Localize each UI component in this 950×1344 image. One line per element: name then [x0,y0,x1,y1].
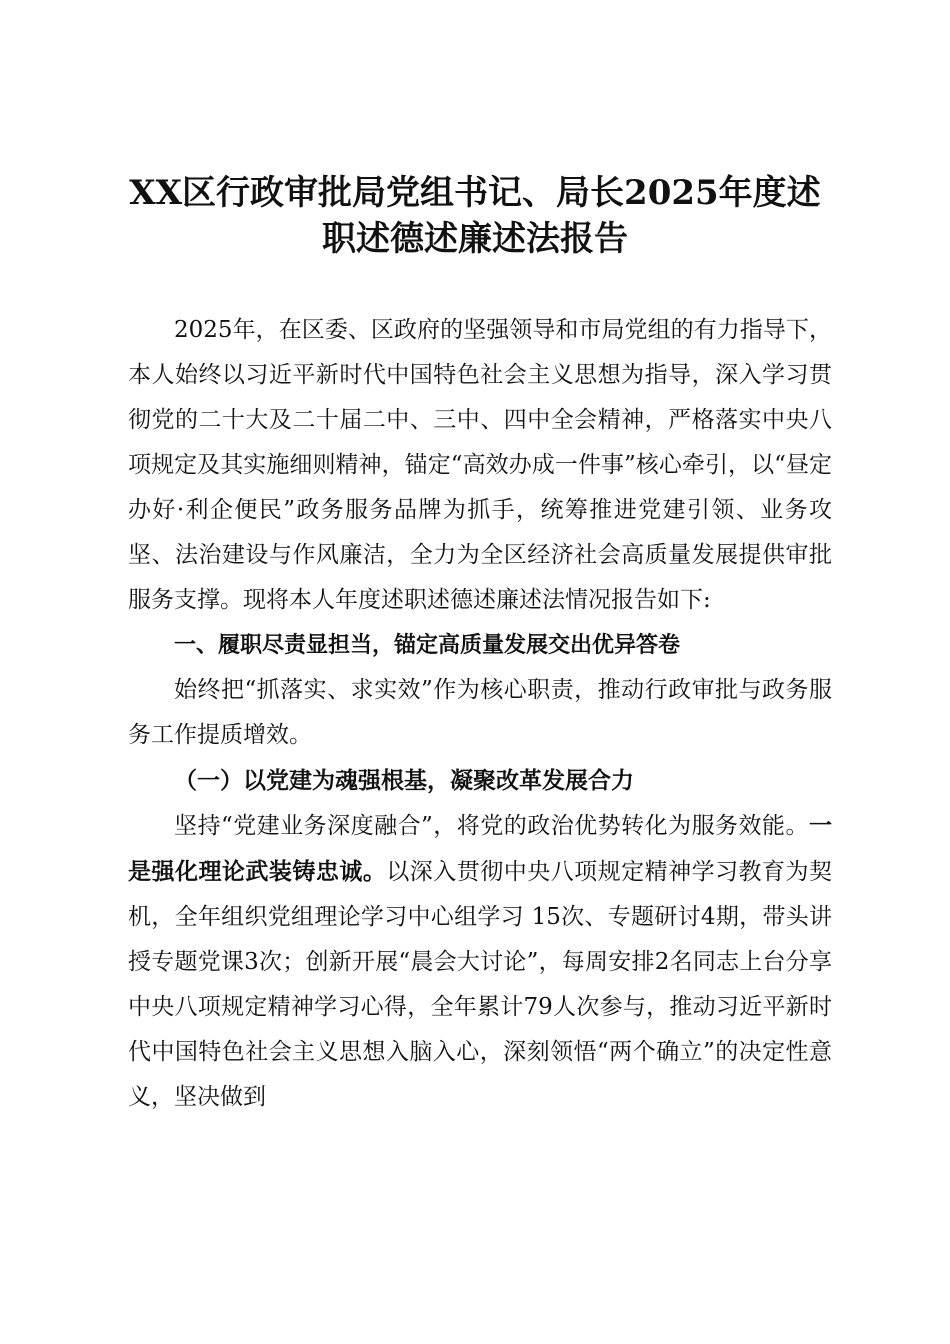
title-line-2: 职述德述廉述法报告 [322,219,628,259]
subsection-1-text-a: 坚持“党建业务深度融合”，将党的政治优势转化为服务效能。 [174,813,809,839]
document-body [128,308,832,1120]
intro-paragraph: 2025年，在区委、区政府的坚强领导和市局党组的有力指导下，本人始终以习近平新时代中国特色社会主义思想为指导，深入学习贯彻党的二十大及二十届二中、三中、四中全会精神，严格落实中央八项规定及其实施细则精神，锚定“高效办成一件事”核心牵引，以“昼定办好·利企便民”政务服务品牌为抓手，统筹推进党建引领、业务攻坚、法治建设与作风廉洁，全力为全区经济社会高质量发展提供审批服务支撑。现将本人年度述职述德述廉述法情况报告如下: [128,317,832,613]
title-line-1: XX区行政审批局党组书记、局长2025年度述 [129,173,821,213]
page-title [100,170,850,262]
section-1-paragraph: 始终把“抓落实、求实效”作为核心职责，推动行政审批与政务服务工作提质增效。 [128,677,832,748]
subsection-1-paragraph [128,803,832,1120]
section-1-heading: 一、履职尽责显担当，锚定高质量发展交出优异答卷 [174,633,681,658]
subsection-1-text-b: 以深入贯彻中央八项规定精神学习教育为契机，全年组织党组理论学习中心组学习 15次、专题研讨4期，带头讲授专题党课3次；创新开展“晨会大讨论”，每周安排2名同志上台分享中央八项规定精神学习心得，全年累计79人次参与，推动习近平新时代中国特色社会主义思想入脑入心，深刻领悟“两个确立”的决定性意义，坚决做到 [128,859,833,1110]
subsection-1-bold-lead: 一是强化理论武装铸忠诚。 [128,812,832,885]
subsection-1-heading: （一）以党建为魂强根基，凝聚改革发展合力 [174,767,634,794]
